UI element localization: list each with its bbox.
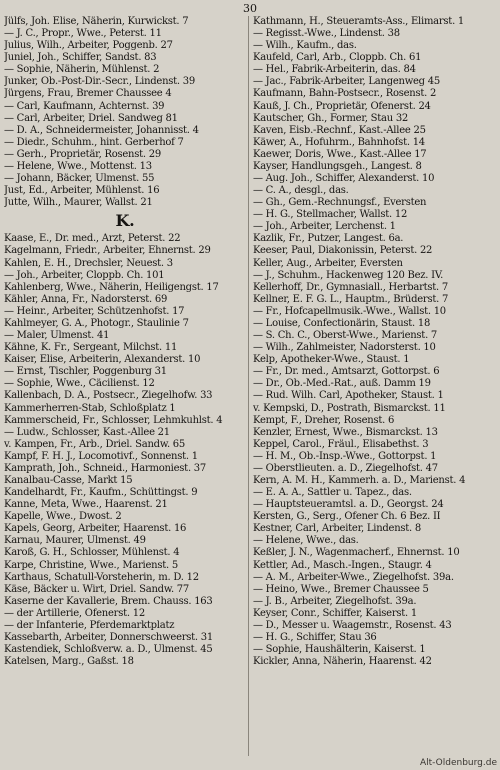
directory-entry: — C. A., desgl., das. <box>253 185 349 197</box>
directory-entry: Kern, A. M. H., Kammerh. a. D., Marienst. 4 <box>253 474 466 486</box>
directory-entry: — Fr., Hofcapellmusik.-Wwe., Wallst. 10 <box>253 305 446 317</box>
directory-entry: — J. C., Propr., Wwe., Peterst. 11 <box>4 28 162 40</box>
directory-entry: Käse, Bäcker u. Wirt, Driel. Sandw. 77 <box>4 583 190 595</box>
right-column <box>253 16 497 668</box>
directory-entry: v. Kempski, D., Postrath, Bismarckst. 11 <box>253 402 446 414</box>
directory-entry: — Sophie, Näherin, Mühlenst. 2 <box>4 64 160 76</box>
directory-entry: Kenzler, Ernest, Wwe., Bismarckst. 13 <box>253 426 438 438</box>
directory-entry: — Joh., Arbeiter, Lerchenst. 1 <box>253 221 396 233</box>
directory-entry: — Carl, Arbeiter, Driel. Sandweg 81 <box>4 112 178 124</box>
directory-entry: — Ernst, Tischler, Poggenburg 31 <box>4 366 167 378</box>
directory-entry: — Regisst.-Wwe., Lindenst. 38 <box>253 28 400 40</box>
directory-entry: — Aug. Joh., Schiffer, Alexanderst. 10 <box>253 173 435 185</box>
directory-entry: Kähler, Anna, Fr., Nadorsterst. 69 <box>4 293 168 305</box>
directory-entry: Kellner, E. F. G. L., Hauptm., Brüderst. 7 <box>253 293 449 305</box>
directory-entry: Kammerscheid, Fr., Schlosser, Lehmkuhlst. 4 <box>4 414 223 426</box>
directory-entry: Kähne, K. Fr., Sergeant, Milchst. 11 <box>4 342 178 354</box>
directory-entry: Kastendiek, Schloßverw. a. D., Ulmenst. 45 <box>4 644 213 656</box>
directory-entry: Käwer, A., Hofuhrm., Bahnhofst. 14 <box>253 136 425 148</box>
directory-entry: — D., Messer u. Waagemstr., Rosenst. 43 <box>253 619 452 631</box>
directory-entry: — A. M., Arbeiter-Wwe., Ziegelhofst. 39a. <box>253 571 454 583</box>
directory-entry: Kallenbach, D. A., Postsecr., Ziegelhofw. 33 <box>4 390 213 402</box>
directory-entry: v. Kampen, Fr., Arb., Driel. Sandw. 65 <box>4 438 186 450</box>
directory-entry: Karoß, G. H., Schlosser, Mühlenst. 4 <box>4 547 180 559</box>
directory-entry: Kestner, Carl, Arbeiter, Lindenst. 8 <box>253 523 422 535</box>
directory-entry: — Wilh., Zahlmeister, Nadorsterst. 10 <box>253 342 436 354</box>
directory-entry: — J. B., Arbeiter, Ziegelhofst. 39a. <box>253 595 417 607</box>
directory-entry: Kassebarth, Arbeiter, Donnerschweerst. 31 <box>4 631 214 643</box>
directory-entry: Kathmann, H., Steueramts-Ass., Elimarst. 1 <box>253 16 465 27</box>
directory-entry: — E. A. A., Sattler u. Tapez., das. <box>253 487 412 499</box>
directory-entry: — Gh., Gem.-Rechnungsf., Eversten <box>253 197 427 209</box>
directory-entry: — Diedr., Schuhm., hint. Gerberhof 7 <box>4 136 184 148</box>
left-column <box>4 16 246 668</box>
directory-entry: Kersten, G., Serg., Ofener Ch. 6 Bez. II <box>253 511 441 523</box>
directory-entry: Kaserne der Kavallerie, Brem. Chauss. 163 <box>4 595 213 607</box>
directory-entry: Kagelmann, Friedr., Arbeiter, Ehnernst. 29 <box>4 245 211 257</box>
directory-entry: Keeser, Paul, Diakonissin, Peterst. 22 <box>253 245 433 257</box>
directory-entry: Kazlik, Fr., Putzer, Langest. 6a. <box>253 233 404 245</box>
directory-entry: Kaiser, Elise, Arbeiterin, Alexanderst. 10 <box>4 354 201 366</box>
directory-entry: Kellerhoff, Dr., Gymnasiall., Herbartst. 7 <box>253 281 449 293</box>
directory-entry: — Hauptsteueramtsl. a. D., Georgst. 24 <box>253 499 444 511</box>
directory-entry: — Hel., Fabrik-Arbeiterin, das. 84 <box>253 64 416 76</box>
directory-entry: Jülfs, Joh. Elise, Näherin, Kurwickst. 7 <box>4 16 189 27</box>
directory-entry: — Maler, Ulmenst. 41 <box>4 330 110 342</box>
directory-entry: Kahlen, E. H., Drechsler, Neuest. 3 <box>4 257 173 269</box>
directory-entry: — Heinr., Arbeiter, Schützenhofst. 17 <box>4 305 185 317</box>
directory-entry: Kaase, E., Dr. med., Arzt, Peterst. 22 <box>4 233 181 245</box>
directory-entry: Kayser, Handlungsgeh., Langest. 8 <box>253 160 422 172</box>
directory-entry: — Dr., Ob.-Med.-Rat., auß. Damm 19 <box>253 378 431 390</box>
directory-entry: Kaven, Eisb.-Rechnf., Kast.-Allee 25 <box>253 124 426 136</box>
directory-entry: Keller, Aug., Arbeiter, Eversten <box>253 257 403 269</box>
directory-entry: Junker, Ob.-Post-Dir.-Secr., Lindenst. 39 <box>4 76 195 88</box>
column-divider <box>248 16 249 756</box>
directory-entry: Jürgens, Frau, Bremer Chaussee 4 <box>4 88 172 100</box>
directory-entry: Kaufmann, Bahn-Postsecr., Rosenst. 2 <box>253 88 437 100</box>
directory-entry: — Wilh., Kaufm., das. <box>253 40 357 52</box>
directory-entry: Kettler, Ad., Masch.-Ingen., Staugr. 4 <box>253 559 432 571</box>
page-number: 30 <box>243 2 257 15</box>
directory-entry: Kaewer, Doris, Wwe., Kast.-Allee 17 <box>253 148 427 160</box>
directory-entry: Karnau, Maurer, Ulmenst. 49 <box>4 535 146 547</box>
directory-entry: Kapels, Georg, Arbeiter, Haarenst. 16 <box>4 523 187 535</box>
directory-entry: Katelsen, Marg., Gaßst. 18 <box>4 656 134 668</box>
directory-entry: Kammerherren-Stab, Schloßplatz 1 <box>4 402 176 414</box>
directory-entry: Keßler, J. N., Wagenmacherf., Ehnernst. 10 <box>253 547 460 559</box>
directory-entry: Kamprath, Joh., Schneid., Harmoniest. 37 <box>4 462 207 474</box>
directory-entry: — Louise, Confectionärin, Staust. 18 <box>253 317 431 329</box>
directory-entry: — Sophie, Haushälterin, Kaiserst. 1 <box>253 644 426 656</box>
directory-entry: Kaufeld, Carl, Arb., Cloppb. Ch. 61 <box>253 52 422 64</box>
directory-entry: Kickler, Anna, Näherin, Haarenst. 42 <box>253 656 432 668</box>
watermark: Alt-Oldenburg.de <box>419 758 497 768</box>
directory-entry: Kautscher, Gh., Former, Stau 32 <box>253 112 409 124</box>
directory-entry: Kauß, J. Ch., Proprietär, Ofenerst. 24 <box>253 100 431 112</box>
directory-entry: — der Artillerie, Ofenerst. 12 <box>4 607 145 619</box>
directory-entry: Kandelhardt, Fr., Kaufm., Schüttingst. 9 <box>4 487 198 499</box>
directory-entry: Kahlenberg, Wwe., Näherin, Heiligengst. 17 <box>4 281 219 293</box>
directory-entry: Julius, Wilh., Arbeiter, Poggenb. 27 <box>4 40 173 52</box>
directory-entry: Juniel, Joh., Schiffer, Sandst. 83 <box>4 52 157 64</box>
directory-entry: — Johann, Bäcker, Ulmenst. 55 <box>4 173 155 185</box>
directory-entry: — Helene, Wwe., Mottenst. 13 <box>4 160 152 172</box>
directory-entry: Kanne, Meta, Wwe., Haarenst. 21 <box>4 499 168 511</box>
directory-entry: Just, Ed., Arbeiter, Mühlenst. 16 <box>4 185 160 197</box>
directory-entry: — D. A., Schneidermeister, Johannisst. 4 <box>4 124 199 136</box>
directory-entry: — Carl, Kaufmann, Achternst. 39 <box>4 100 165 112</box>
directory-entry: — H. G., Stellmacher, Wallst. 12 <box>253 209 408 221</box>
directory-entry: Kelp, Apotheker-Wwe., Staust. 1 <box>253 354 410 366</box>
directory-entry: — der Infanterie, Pferdemarktplatz <box>4 619 175 631</box>
directory-entry: Kapelle, Wwe., Dwost. 2 <box>4 511 122 523</box>
directory-entry: — Heino, Wwe., Bremer Chaussee 5 <box>253 583 429 595</box>
directory-entry: Kempt, F., Dreher, Rosenst. 6 <box>253 414 395 426</box>
directory-entry: Karpe, Christine, Wwe., Marienst. 5 <box>4 559 178 571</box>
directory-entry: — Sophie, Wwe., Cäcilienst. 12 <box>4 378 155 390</box>
directory-entry: Keyser, Conr., Schiffer, Kaiserst. 1 <box>253 607 417 619</box>
directory-entry: — Oberstlieuten. a. D., Ziegelhofst. 47 <box>253 462 438 474</box>
directory-entry: — Jac., Fabrik-Arbeiter, Langenweg 45 <box>253 76 440 88</box>
directory-entry: Karthaus, Schatull-Vorsteherin, m. D. 12 <box>4 571 199 583</box>
directory-entry: — H. M., Ob.-Insp.-Wwe., Gottorpst. 1 <box>253 450 437 462</box>
directory-entry: Kanalbau-Casse, Markt 15 <box>4 474 133 486</box>
directory-entry: — S. Ch. C., Oberst-Wwe., Marienst. 7 <box>253 330 438 342</box>
directory-entry: — Helene, Wwe., das. <box>253 535 359 547</box>
directory-entry: — Fr., Dr. med., Amtsarzt, Gottorpst. 6 <box>253 366 440 378</box>
directory-entry: — Joh., Arbeiter, Cloppb. Ch. 101 <box>4 269 165 281</box>
directory-entry: — Ludw., Schlosser, Kast.-Allee 21 <box>4 426 170 438</box>
directory-entry: — H. G., Schiffer, Stau 36 <box>253 631 377 643</box>
directory-entry: Kampf, F. H. J., Locomotivf., Sonnenst. 1 <box>4 450 198 462</box>
directory-entry: Keppel, Carol., Fräul., Elisabethst. 3 <box>253 438 429 450</box>
directory-entry: — J., Schuhm., Hackenweg 120 Bez. IV. <box>253 269 444 281</box>
directory-entry: — Gerh., Proprietär, Rosenst. 29 <box>4 148 161 160</box>
directory-entry: — Rud. Wilh. Carl, Apotheker, Staust. 1 <box>253 390 444 402</box>
directory-entry: Kahlmeyer, G. A., Photogr., Staulinie 7 <box>4 317 189 329</box>
directory-entry: Jutte, Wilh., Maurer, Wallst. 21 <box>4 197 153 209</box>
section-letter-heading: K. <box>115 211 135 231</box>
